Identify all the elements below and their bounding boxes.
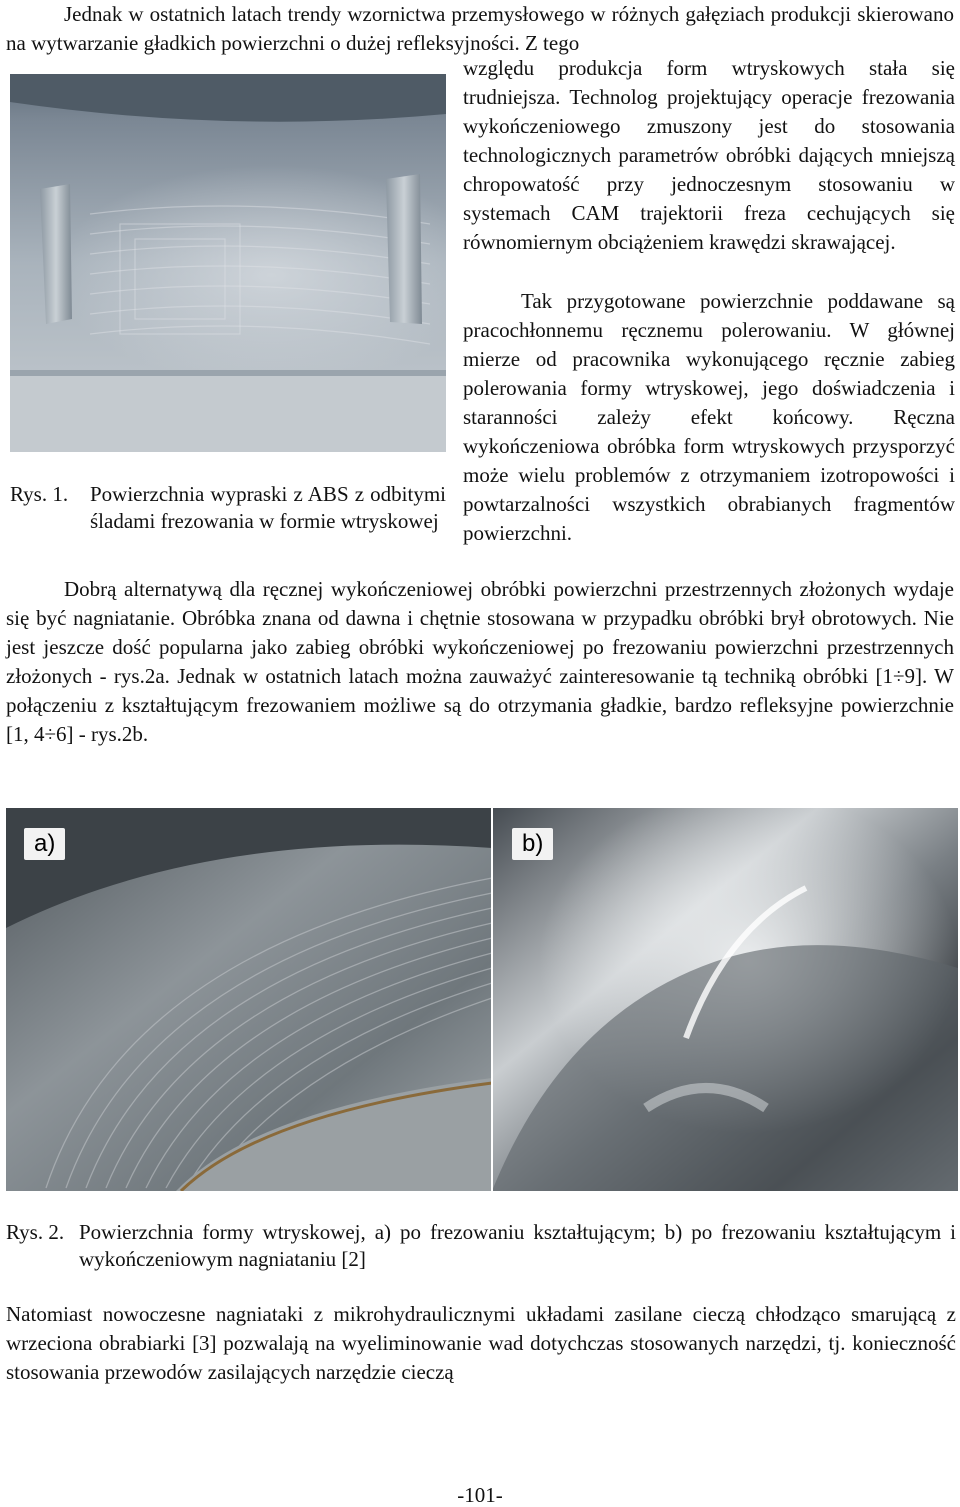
page-number: -101- [457,1483,503,1507]
figure-2-caption [6,1219,956,1273]
panel-b-label: b) [512,828,553,860]
wrap-paragraph-2: Tak przygotowane powierzchnie poddawane są pracochłonnemu ręcznemu polerowaniu. W głównej mierze od pracownika wykonującego ręcznie zabieg polerowania formy wtryskowej, jego doświadczenia i staranności zależy efekt końcowy. Ręczna wykończeniowa obróbka form wtryskowych przysporzyć może wielu problemów z otrzymaniem izotropowości i powtarzalności wszystkich obrabianych fragmentów powierzchni. [463,289,955,545]
paragraph-3: Natomiast nowoczesne nagniataki z mikrohydraulicznymi układami zasilane cieczą chłodząco smarującą z wrzeciona obrabiarki [3] pozwalają na wyeliminowanie wad dotychczas stosowanych narzędzi, tj. konieczność stosowania przewodów zasilających narzędzie cieczą [6,1302,956,1384]
paragraph-2: Dobrą alternatywą dla ręcznej wykończeniowej obróbki powierzchni przestrzennych złożonych wydaje się być nagniatanie. Obróbka znana od dawna i chętnie stosowana w przypadku obróbki brył obrotowych. Nie jest jeszcze dość popularna jako zabieg obróbki wykończeniowej po frezowaniu powierzchni przestrzennych złożonych - rys.2a. Jednak w ostatnich latach można zauważyć zainteresowanie tą techniką obróbki [1÷9]. W połączeniu z kształtującym frezowaniem możliwe są do otrzymania gładkie, bardzo refleksyjne powierzchnie [1, 4÷6] - rys.2b. [6,577,954,746]
figure-2-photo [6,808,958,1191]
figure-1-caption [10,481,446,535]
figure-2-caption-text: Powierzchnia formy wtryskowej, a) po frezowaniu kształtującym; b) po frezowaniu kształtującym i wykończeniowym nagniataniu [2] [79,1220,956,1271]
figure-1-label: Rys. 1. [10,482,69,506]
intro-paragraph: Jednak w ostatnich latach trendy wzornictwa przemysłowego w różnych gałęziach produkcji skierowano na wytwarzanie gładkich powierzchni o dużej refleksyjności. Z tego [6,2,954,55]
figure-2-label: Rys. 2. [6,1220,65,1244]
figure-1-photo [10,74,446,452]
wrap-paragraph-1: względu produkcja form wtryskowych stała się trudniejsza. Technolog projektujący operacje frezowania wykończeniowego zmuszony jest do stosowania technologicznych parametrów obróbki dających mniejszą chropowatość przy jednoczesnym stosowaniu w systemach CAM trajektorii freza cechujących się równomiernym obciążeniem krawędzi skrawającej. [463,56,955,254]
figure-1-caption-text: Powierzchnia wypraski z ABS z odbitymi śladami frezowania w formie wtryskowej [90,482,446,533]
panel-a-label: a) [24,828,65,860]
